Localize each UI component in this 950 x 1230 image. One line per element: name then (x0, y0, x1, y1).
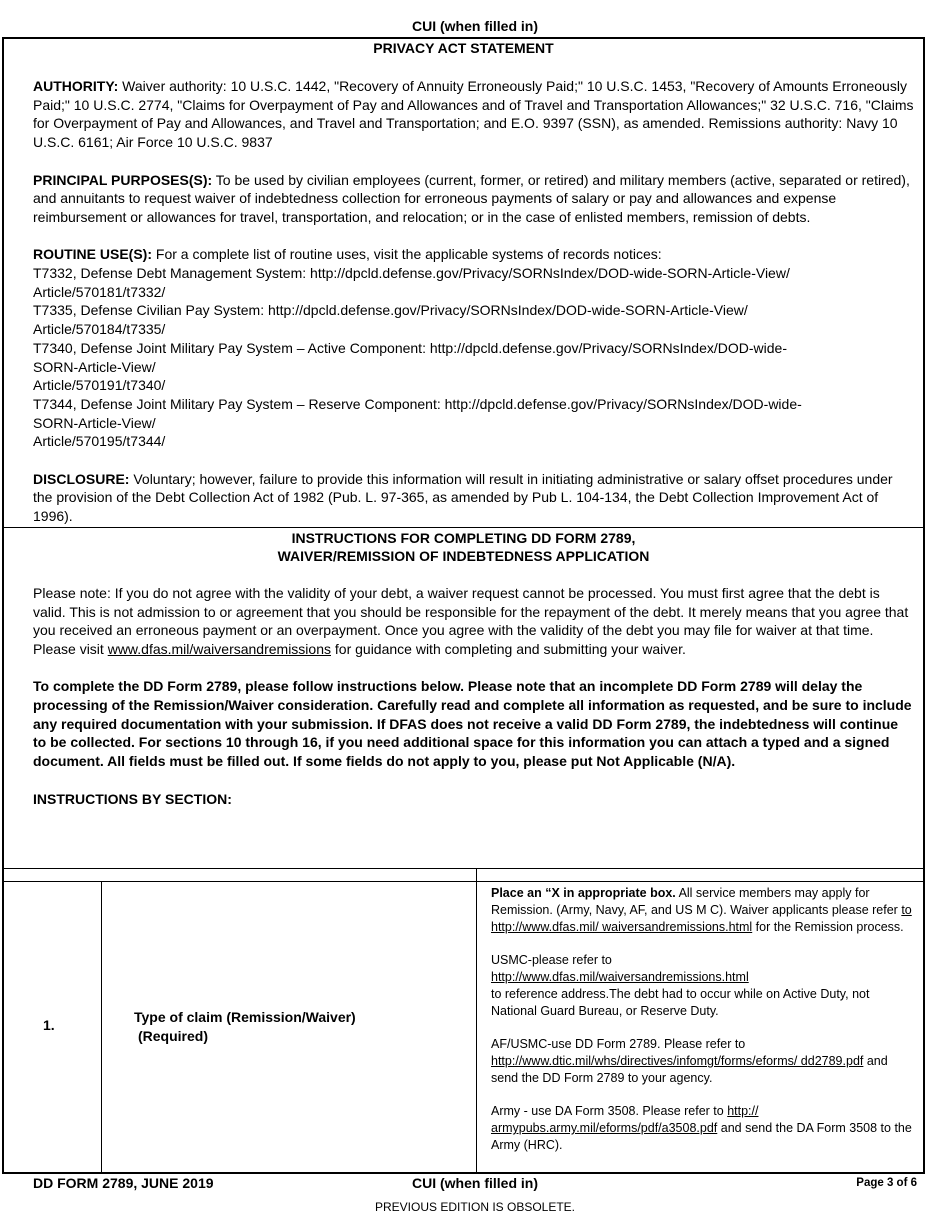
instructions-table-header (4, 868, 923, 882)
table-row (4, 881, 923, 1173)
instruction-paragraph-4 (491, 1103, 913, 1153)
row-field-cell (102, 882, 477, 1173)
note-text: Please note: If you do not agree with the validity of your debt, a waiver request cannot be processed. You must first agree that the debt is valid. This is not admission to or agreement that you should be responsible for the repayment of the debt. It merely means that you agree that you received an erroneous payment or an overpayment. Once you agree with the validity of the debt you may file for waiver at that time. Please visit (33, 584, 909, 657)
waivers-link[interactable]: www.dfas.mil/waiversandremissions (107, 640, 331, 657)
bold-instructions: To complete the DD Form 2789, please follow instructions below. Please note that an incomplete DD Form 2789 will delay the processing of the Remission/Waiver consideration. Carefully read and complete all information as requested, and be sure to include any required documentation with your submission. If DFAS does not receive a valid DD Form 2789, the indebtedness will continue to be collected. For sections 10 through 16, if you need additional space for this information you can attach a typed and a signed document. All fields must be filled out. If some fields do not apply to you, please put Not Applicable (N/A). (33, 678, 912, 770)
routine-line: Article/570195/t7344/ (33, 433, 166, 450)
instructions-title (4, 529, 923, 566)
purposes-paragraph (33, 171, 915, 227)
instruction-text: USMC-please refer to (491, 953, 612, 968)
routine-line: SORN-Article-View/ (33, 414, 156, 431)
routine-line: SORN-Article-View/ (33, 358, 156, 375)
instruction-text-after: and send the DA Form 3508 to the Army (HRC). (491, 1121, 912, 1152)
field-label-line2: (Required) (138, 1028, 208, 1044)
cui-header: CUI (when filled in) (412, 18, 538, 34)
routine-text: For a complete list of routine uses, visit the applicable systems of records notices: (152, 246, 662, 263)
section-divider (4, 527, 923, 528)
instruction-text-after: to reference address.The debt had to occur while on Active Duty, not National Guard Bureau, or Reserve Duty. (491, 986, 870, 1018)
routine-line: T7344, Defense Joint Military Pay System – Reserve Component: http://dpcld.defense.gov/Privacy/SORNsIndex/DOD-wide- (33, 395, 802, 412)
disclosure-paragraph (33, 470, 915, 526)
instruction-text: All service members may apply for Remission. (Army, Navy, AF, and US M C). Waiver applicants please refer (491, 886, 902, 917)
instruction-text-after: for the Remission process. (752, 919, 904, 934)
instruction-bold: Place an “X in appropriate box. (491, 886, 676, 900)
instruction-text: AF/USMC-use DD Form 2789. Please refer to (491, 1037, 746, 1052)
instruction-paragraph-2 (491, 952, 913, 1019)
form-id: DD FORM 2789, JUNE 2019 (33, 1175, 214, 1191)
routine-line: Article/570191/t7340/ (33, 377, 166, 394)
by-section-heading: INSTRUCTIONS BY SECTION: (33, 790, 232, 807)
instructions-title-line1: INSTRUCTIONS FOR COMPLETING DD FORM 2789, (291, 529, 636, 546)
authority-label: AUTHORITY: (33, 78, 119, 94)
routine-line: T7332, Defense Debt Management System: http://dpcld.defense.gov/Privacy/SORNsIndex/DOD-wide-SORN-Article-View/ (33, 265, 790, 281)
instruction-paragraph-1 (491, 885, 913, 935)
disclosure-text: Voluntary; however, failure to provide this information will result in initiating administrative or salary offset procedures under the provision of the Debt Collection Act of 1982 (Pub. L. 97-365, as amended by Pub L. 104-134, the Debt Collection Improvement Act of 1996). (33, 470, 893, 525)
instruction-paragraph-3 (491, 1036, 913, 1086)
instructions-title-line2: WAIVER/REMISSION OF INDEBTEDNESS APPLICATION (277, 548, 650, 565)
note-paragraph (33, 584, 915, 659)
obsolete-notice: PREVIOUS EDITION IS OBSOLETE. (374, 1200, 576, 1214)
purposes-text: To be used by civilian employees (current, former, or retired) and military members (active, separated or retired), and annuitants to request waiver of indebtedness collection for erroneous payments of salary or pay and allowances and expense reimbursement or allowances for travel, transportation, and relocation; or in the case of enlisted members, remission of debts. (33, 171, 910, 225)
routine-line: T7335, Defense Civilian Pay System: http://dpcld.defense.gov/Privacy/SORNsIndex/DOD-wide-SORN-Article-View/ (33, 302, 748, 319)
routine-line: T7340, Defense Joint Military Pay System – Active Component: http://dpcld.defense.gov/Privacy/SORNsIndex/DOD-wide- (33, 339, 787, 356)
form-frame (2, 37, 925, 1174)
usmc-link[interactable]: http://www.dfas.mil/waiversandremissions.html (491, 969, 749, 984)
da3508-link[interactable]: http:// armypubs.army.mil/eforms/pdf/a3508.pdf (491, 1104, 759, 1136)
routine-line: Article/570181/t7332/ (33, 283, 166, 300)
row-field-label (134, 1008, 356, 1046)
dd2789-link[interactable]: http://www.dtic.mil/whs/directives/infomgt/forms/eforms/ dd2789.pdf (491, 1053, 864, 1068)
instruction-text-after: and send the DD Form 2789 to your agency. (491, 1053, 888, 1085)
row-number: 1. (43, 1017, 55, 1033)
instruction-text: Army - use DA Form 3508. Please refer to (491, 1104, 728, 1119)
note-text-after: for guidance with completing and submitting your waiver. (331, 640, 686, 657)
routine-paragraph (33, 245, 915, 264)
authority-paragraph (33, 77, 915, 152)
routine-line: Article/570184/t7335/ (33, 321, 166, 338)
remission-link[interactable]: to http://www.dfas.mil/ waiversandremissions.html (491, 902, 912, 934)
field-label-line1: Type of claim (Remission/Waiver) (134, 1009, 356, 1025)
routine-label: ROUTINE USE(S): (33, 246, 152, 263)
row-instructions-cell (477, 882, 923, 1173)
page-number: Page 3 of 6 (856, 1177, 917, 1189)
purposes-label: PRINCIPAL PURPOSES(S): (33, 171, 213, 188)
disclosure-label: DISCLOSURE: (33, 470, 130, 487)
authority-text: Waiver authority: 10 U.S.C. 1442, "Recovery of Annuity Erroneously Paid;" 10 U.S.C. 1453, "Recovery of Amounts Erroneously Paid;" 10 U.S.C. 2774, "Claims for Overpayment of Pay and Allowances and of Travel and Transportation Allowances;" 32 U.S.C. 716, "Claims for Overpayment of Pay and Allowances, and Travel and Transportation; and E.O. 9397 (SSN), as amended. Remissions authority: Navy 10 U.S.C. 6161; Air Force 10 U.S.C. 9837 (33, 78, 914, 151)
cui-footer: CUI (when filled in) (412, 1175, 538, 1191)
row-number-cell (4, 882, 102, 1173)
privacy-body (4, 77, 923, 526)
privacy-title: PRIVACY ACT STATEMENT (373, 40, 554, 56)
instructions-body (4, 584, 923, 808)
